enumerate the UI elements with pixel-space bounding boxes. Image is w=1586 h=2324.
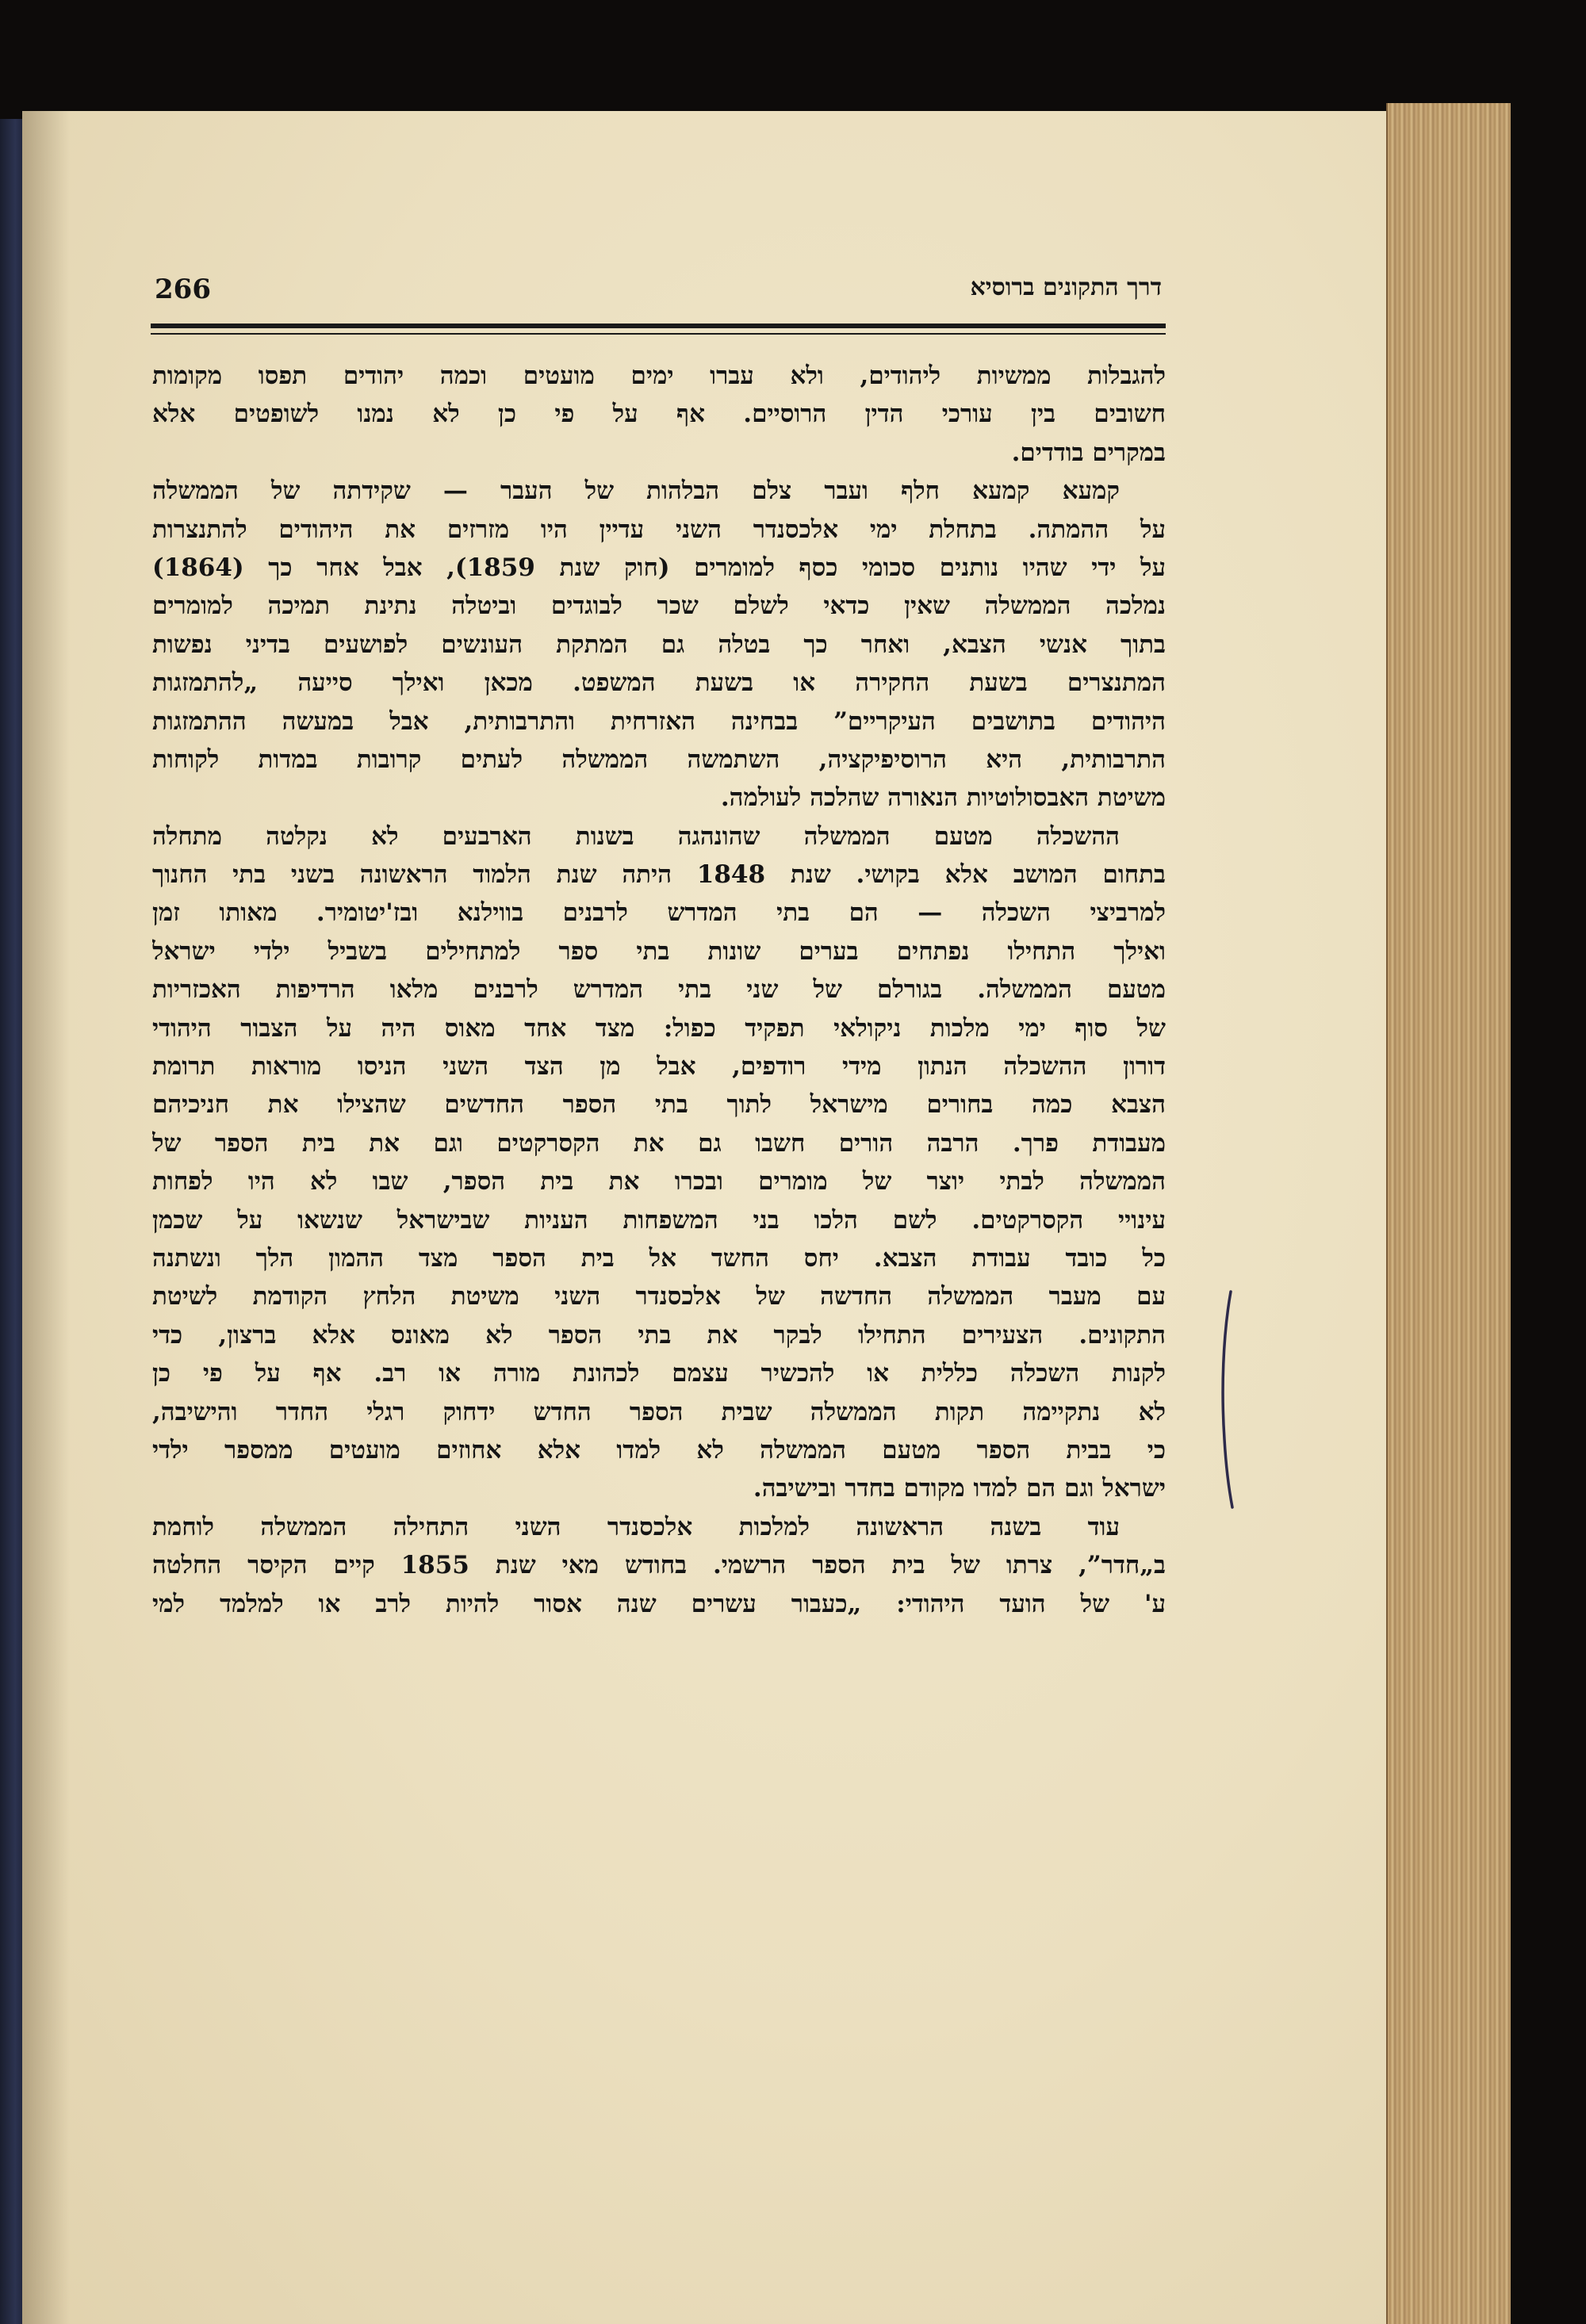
gutter-shadow xyxy=(22,111,70,2324)
text-line: ב„חדר”, צרתו של בית הספר הרשמי. בחודש מאי שנת 1855 קיים הקיסר החלטה xyxy=(152,1551,1166,1580)
text-line: למרביצי השכלה — הם בתי המדרש לרבנים בווילנא ובז'יטומיר. מאותו זמן xyxy=(152,898,1166,928)
text-line: כי בבית הספר מטעם הממשלה לא למדו אלא אחוזים מועטים ממספר ילדי xyxy=(152,1435,1166,1464)
text-line: על ההמתה. בתחלת ימי אלכסנדר השני עדיין היו מזרזים את היהודים להתנצרות xyxy=(152,515,1166,544)
text-line: לא נתקיימה תקות הממשלה שבית הספר החדש ידחוק רגלי החדר והישיבה, xyxy=(152,1397,1166,1426)
body-text xyxy=(152,357,1166,1623)
text-line: עינויי הקסרקטים. לשם הלכו בני המשפחות העניות שבישראל שנשאו על שכמן xyxy=(152,1205,1166,1235)
header-rule xyxy=(151,324,1166,328)
text-line: משיטת האבסולוטיות הנאורה שהלכה לעולמה. xyxy=(720,783,1166,813)
text-line: במקרים בודדים. xyxy=(1011,438,1166,467)
text-line: הממשלה לבתי יוצר של מומרים ובכרו את בית הספר, שבו לא היו לפחות xyxy=(152,1167,1166,1196)
text-line: התרבותית, היא הרוסיפיקציה, השתמשה הממשלה לעתים קרובות במדות לקוחות xyxy=(152,745,1166,774)
text-line: היהודים בתושבים העיקריים” בבחינה האזרחית והתרבותית, אבל במעשה ההתמזגות xyxy=(152,706,1166,736)
text-line: בתחום המושב אלא בקושי. שנת 1848 היתה שנת הלמוד הראשונה בשני בתי החנוך xyxy=(152,860,1166,890)
text-line: של סוף ימי מלכות ניקולאי תפקיד כפול: מצד אחד מאוס היה על הצבור היהודי xyxy=(152,1013,1166,1043)
text-line: ההשכלה מטעם הממשלה שהונהגה בשנות הארבעים לא נקלטה מתחלה xyxy=(152,821,1120,851)
text-line: ואילך התחילו נפתחים בערים שונות בתי ספר למתחילים בשביל ילדי ישראל xyxy=(152,936,1166,966)
text-line: עם מעבר הממשלה החדשה של אלכסנדר השני משיטת הלחץ הקודמת לשיטת xyxy=(152,1282,1166,1311)
header-rule-thin xyxy=(151,333,1166,335)
text-line: עוד בשנה הראשונה למלכות אלכסנדר השני התחילה הממשלה לוחמת xyxy=(152,1512,1120,1541)
page-number: 266 xyxy=(155,274,211,305)
text-line: חשובים בין עורכי הדין הרוסיים. אף על פי כן לא נמנו לשופטים אלא xyxy=(152,400,1166,429)
text-line: מטעם הממשלה. בגורלם של שני בתי המדרש לרבנים מלאו הרדיפות האכזריות xyxy=(152,975,1166,1005)
text-line: קמעא קמעא חלף ועבר צלם הבלהות של העבר — שקידתה של הממשלה xyxy=(152,477,1120,506)
text-line: מעבודת פרך. הרבה הורים חשבו גם את הקסרקטים וגם את בית הספר של xyxy=(152,1128,1166,1158)
text-line: דורון ההשכלה הנתון מידי רודפים, אבל מן הצד השני הניסו מוראות תרומת xyxy=(152,1052,1166,1082)
text-line: כל כובד עבודת הצבא. יחס החשד אל בית הספר מצד ההמון הלך ונשתנה xyxy=(152,1243,1166,1273)
text-line: המתנצרים בשעת החקירה או בשעת המשפט. מכאן ואילך סייעה „להתמזגות xyxy=(152,668,1166,698)
text-line: בתוך אנשי הצבא, ואחר כך בטלה גם המתקת העונשים לפושעים בדיני נפשות xyxy=(152,630,1166,659)
text-line: נמלכה הממשלה שאין כדאי לשלם שכר לבוגדים וביטלה נתינת תמיכה למומרים xyxy=(152,592,1166,621)
text-line: ע' של הועד היהודי: „כעבור עשרים שנה אסור להיות לרב או למלמד למי xyxy=(152,1589,1166,1618)
text-line: להגבלות ממשיות ליהודים, ולא עברו ימים מועטים וכמה יהודים תפסו מקומות xyxy=(152,362,1166,390)
background-right xyxy=(1511,103,1586,2324)
running-title: דרך התקונים ברוסיא xyxy=(970,274,1162,301)
margin-pencil-mark xyxy=(1213,1288,1245,1510)
text-line: לקנות השכלה כללית או להכשיר עצמם לכהונת מורה או רב. אף על פי כן xyxy=(152,1359,1166,1388)
text-line: התקונים. הצעירים התחילו לבקר את בתי הספר לא מאונס אלא ברצון, כדי xyxy=(152,1320,1166,1350)
page-header xyxy=(155,274,1162,313)
page-stack-edges xyxy=(1386,103,1516,2324)
text-line: הצבא כמה בחורים מישראל לתוך בתי הספר החדשים שהצילו את חניכיהם xyxy=(152,1090,1166,1120)
text-line: על ידי שהיו נותנים סכומי כסף למומרים (חוק שנת 1859), אבל אחר כך (1864) xyxy=(152,553,1166,582)
text-line: ישראל וגם הם למדו מקודם בחדר ובישיבה. xyxy=(753,1474,1166,1503)
